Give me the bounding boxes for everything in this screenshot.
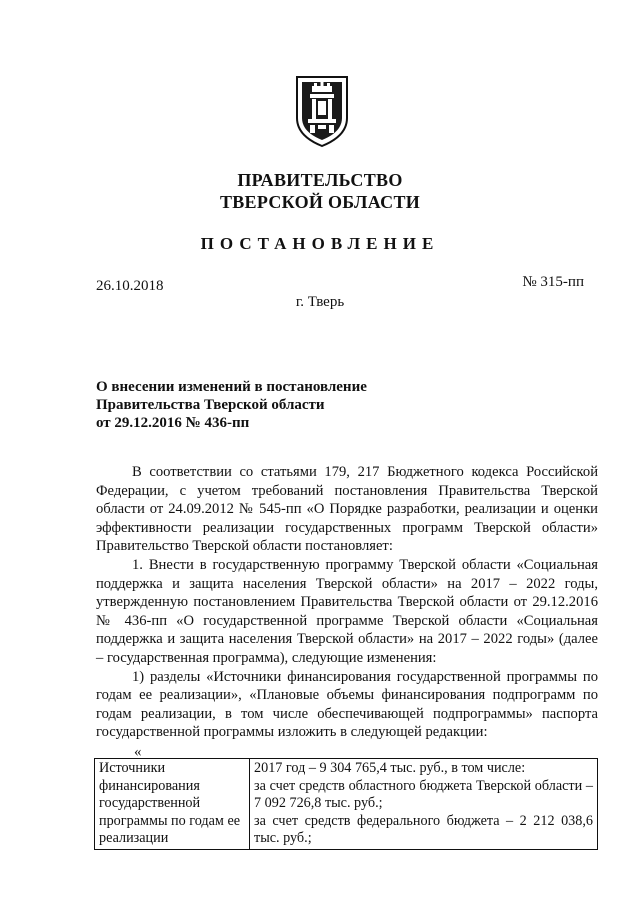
subject-line: О внесении изменений в постановление: [96, 379, 367, 395]
document-type-heading: ПОСТАНОВЛЕНИЕ: [200, 234, 440, 253]
funding-source-values: [250, 759, 598, 850]
funding-line: за счет средств федерального бюджета – 2 212 038,6 тыс. руб.;: [254, 812, 593, 846]
funding-line: 2017 год – 9 304 765,4 тыс. руб., в том числе:: [254, 760, 526, 776]
funding-table: [94, 758, 598, 850]
table-row: [95, 759, 598, 850]
document-subject: [96, 378, 367, 432]
document-city: г. Тверь: [295, 294, 345, 310]
subject-line: Правительства Тверской области: [96, 397, 325, 413]
funding-source-label: Источники финансирования государственной программы по годам ее реализации: [95, 759, 250, 850]
item-1-paragraph: 1. Внести в государственную программу Тверской области «Социальная поддержка и защита населения Тверской области» на 2017 – 2022 годы, утвержденную постановлением Правительства Тверской области от 29.12.2016 № 436-пп «О государственной программе Тверской области «Социальная поддержка и защита населения Тверской области» на 2017 – 2022 годы» (далее – государственная программа), следующие изменения:: [96, 556, 598, 666]
item-1-1-paragraph: 1) разделы «Источники финансирования государственной программы по годам ее реализации», «Плановые объемы финансирования подпрограмм по годам реализации, в том числе обеспечивающей подпрограммы» паспорта государственной программы изложить в следующей редакции:: [96, 668, 598, 741]
document-body: [96, 463, 598, 742]
organization-name-line2: ТВЕРСКОЙ ОБЛАСТИ: [219, 192, 421, 212]
preamble-paragraph: В соответствии со статьями 179, 217 Бюджетного кодекса Российской Федерации, с учетом требований постановления Правительства Тверской области от 24.09.2012 № 545-пп «О Порядке разработки, реализации и оценки эффективности реализации государственных программ Тверской области» Правительство Тверской области постановляет:: [96, 464, 598, 555]
document-number: № 315-пп: [522, 274, 584, 290]
opening-quote-mark: «: [134, 744, 142, 760]
subject-line: от 29.12.2016 № 436-пп: [96, 415, 250, 431]
organization-name-line1: ПРАВИТЕЛЬСТВО: [237, 170, 403, 190]
document-date: 26.10.2018: [96, 278, 164, 294]
funding-line: за счет средств областного бюджета Тверской области – 7 092 726,8 тыс. руб.;: [254, 777, 593, 811]
tver-oblast-coat-of-arms-icon: [294, 74, 350, 148]
